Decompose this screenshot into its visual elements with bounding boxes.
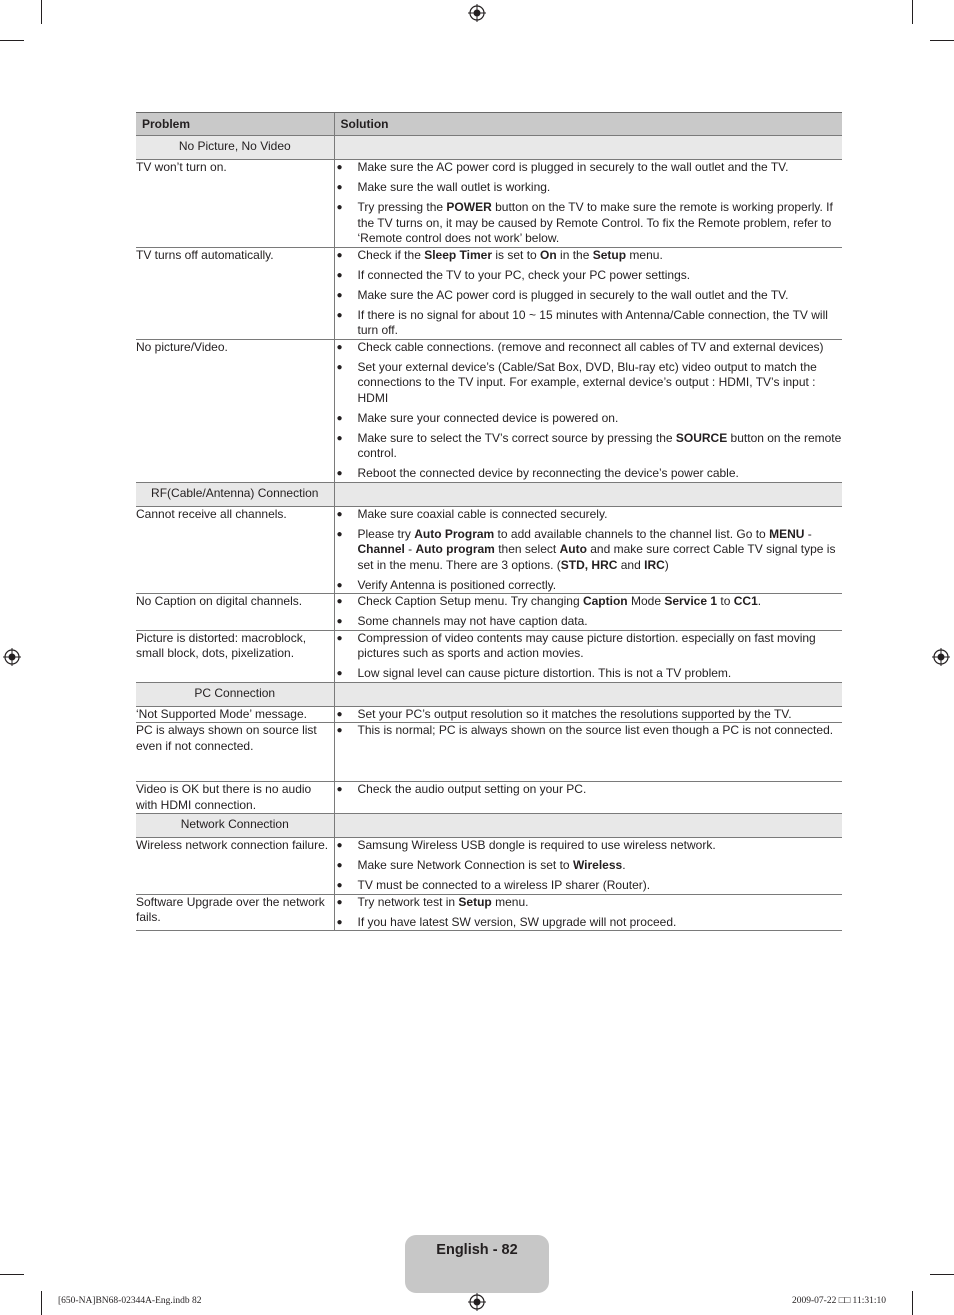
bullet-icon: ● [336, 202, 343, 213]
section-title: RF(Cable/Antenna) Connection [136, 482, 334, 506]
solution-item: ● Make sure coaxial cable is connected securely. [336, 506, 608, 521]
registration-mark-icon [468, 1293, 486, 1311]
solution-list [335, 631, 843, 682]
emphasis-text: Auto program [415, 542, 495, 556]
solution-item: ● Make sure the AC power cord is plugged in securely to the wall outlet and the TV. [336, 160, 789, 174]
problem-cell: No Caption on digital channels. [136, 594, 334, 631]
section-empty-cell [334, 482, 842, 506]
emphasis-text: STD, HRC [560, 557, 618, 572]
solution-cell [334, 782, 842, 814]
crop-mark [912, 0, 913, 24]
troubleshooting-table [136, 112, 842, 931]
problem-cell: TV won’t turn on. [136, 160, 334, 248]
solution-item: ● Check Caption Setup menu. Try changing Caption Mode Service 1 to CC1. [336, 594, 762, 608]
solution-list [335, 248, 843, 339]
bullet-icon: ● [336, 880, 343, 891]
solution-item: ● Make sure to select the TV’s correct source by pressing the SOURCE button on the remote control. [336, 430, 842, 460]
emphasis-text: Setup [458, 894, 492, 909]
problem-cell: PC is always shown on source list even if not connected. [136, 723, 334, 782]
solution-cell [334, 630, 842, 682]
emphasis-text: Setup [592, 247, 627, 262]
solution-item: ● Compression of video contents may cause picture distortion. especially on fast moving pictures such as sports and action movies. [336, 630, 816, 660]
problem-cell: Wireless network connection failure. [136, 838, 334, 895]
solution-cell [334, 706, 842, 723]
emphasis-text: CC1 [733, 594, 758, 608]
solution-cell [334, 339, 842, 482]
table-row [136, 594, 842, 631]
print-slug-left: [650-NA]BN68-02344A-Eng.indb 82 [58, 1296, 202, 1306]
bullet-icon: ● [336, 632, 343, 644]
crop-mark [930, 40, 954, 41]
table-row [136, 506, 842, 594]
bullet-icon: ● [336, 860, 343, 871]
section-row [136, 814, 842, 838]
table-row [136, 160, 842, 248]
emphasis-text: Channel [357, 542, 405, 556]
problem-cell: No picture/Video. [136, 339, 334, 482]
registration-mark-icon [468, 4, 486, 22]
bullet-icon: ● [336, 708, 343, 720]
page-number: English - 82 [436, 1242, 518, 1258]
bullet-icon: ● [336, 725, 343, 736]
solution-item: ● Low signal level can cause picture distortion. This is not a TV problem. [336, 666, 732, 680]
solution-item: ● Check the audio output setting on your PC. [336, 782, 587, 796]
crop-mark [0, 40, 24, 41]
solution-list [335, 707, 843, 723]
bullet-icon: ● [336, 784, 343, 795]
section-empty-cell [334, 682, 842, 706]
table-row [136, 838, 842, 895]
bullet-icon: ● [336, 269, 343, 281]
solution-item: ● Try pressing the POWER button on the TV to make sure the remote is working properly. If the TV turns on, it may be caused by Remote Control. To fix the Remote problem, refer to ‘Remote control does not work’ below. [336, 200, 833, 245]
solution-item: ● Set your external device’s (Cable/Sat Box, DVD, Blu-ray etc) video output to match the connections to the TV input. For example, external device’s output : HDMI, TV’s input : HDMI [336, 359, 817, 405]
solution-cell [334, 723, 842, 782]
header-problem: Problem [136, 113, 334, 136]
emphasis-text: Caption [582, 594, 628, 608]
bullet-icon: ● [336, 528, 343, 540]
emphasis-text: Auto [559, 542, 587, 556]
emphasis-text: IRC [644, 557, 665, 572]
registration-mark-icon [3, 648, 21, 666]
solution-list [335, 160, 843, 247]
bullet-icon: ● [336, 468, 343, 479]
solution-item: ● Try network test in Setup menu. [336, 894, 529, 909]
emphasis-text: On [540, 247, 557, 262]
solution-list [335, 838, 843, 894]
bullet-icon: ● [336, 432, 343, 444]
solution-list [335, 782, 843, 798]
bullet-icon: ● [336, 289, 343, 301]
solution-list [335, 895, 843, 931]
solution-list [335, 507, 843, 594]
solution-item: ● Check if the Sleep Timer is set to On in the Setup menu. [336, 247, 663, 262]
section-title: No Picture, No Video [136, 136, 334, 160]
bullet-icon: ● [336, 341, 343, 353]
solution-item: ● If you have latest SW version, SW upgrade will not proceed. [336, 914, 677, 929]
solution-item: ● Check cable connections. (remove and reconnect all cables of TV and external devices) [336, 339, 824, 354]
solution-item: ● Make sure the AC power cord is plugged in securely to the wall outlet and the TV. [336, 287, 789, 302]
table-row [136, 339, 842, 482]
bullet-icon: ● [336, 309, 343, 321]
solution-item: ● Make sure Network Connection is set to Wireless. [336, 858, 626, 872]
section-row [136, 482, 842, 506]
crop-mark [0, 1274, 24, 1275]
crop-mark [930, 1274, 954, 1275]
problem-cell: Cannot receive all channels. [136, 506, 334, 594]
solution-item: ● Reboot the connected device by reconnecting the device’s power cable. [336, 466, 739, 480]
bullet-icon: ● [336, 840, 343, 851]
solution-item: ● This is normal; PC is always shown on the source list even though a PC is not connected. [336, 723, 834, 737]
bullet-icon: ● [336, 182, 343, 193]
problem-cell: TV turns off automatically. [136, 247, 334, 339]
solution-list [335, 594, 843, 630]
problem-cell: Software Upgrade over the network fails. [136, 894, 334, 931]
bullet-icon: ● [336, 596, 343, 607]
bullet-icon: ● [336, 508, 343, 520]
solution-item: ● If connected the TV to your PC, check your PC power settings. [336, 267, 691, 282]
bullet-icon: ● [336, 579, 343, 591]
emphasis-text: POWER [446, 200, 492, 214]
section-row [136, 136, 842, 160]
emphasis-text: SOURCE [675, 430, 728, 445]
table-row [136, 782, 842, 814]
header-solution: Solution [334, 113, 842, 136]
solution-list [335, 723, 843, 739]
solution-cell [334, 247, 842, 339]
bullet-icon: ● [336, 668, 343, 679]
bullet-icon: ● [336, 616, 343, 627]
section-empty-cell [334, 136, 842, 160]
solution-item: ● Make sure the wall outlet is working. [336, 180, 551, 194]
emphasis-text: Wireless [572, 858, 623, 872]
section-title: PC Connection [136, 682, 334, 706]
bullet-icon: ● [336, 896, 343, 908]
crop-mark [912, 1291, 913, 1315]
solution-list [335, 340, 843, 482]
section-row [136, 682, 842, 706]
bullet-icon: ● [336, 249, 343, 261]
solution-item: ● Make sure your connected device is powered on. [336, 410, 619, 425]
bullet-icon: ● [336, 361, 343, 373]
solution-cell [334, 894, 842, 931]
problem-cell: ‘Not Supported Mode’ message. [136, 706, 334, 723]
solution-item: ● Set your PC’s output resolution so it matches the resolutions supported by the TV. [336, 706, 792, 721]
table-row [136, 247, 842, 339]
table-row [136, 706, 842, 723]
solution-cell [334, 838, 842, 895]
solution-item: ● Verify Antenna is positioned correctly. [336, 577, 557, 592]
registration-mark-icon [932, 648, 950, 666]
problem-cell: Video is OK but there is no audio with HDMI connection. [136, 782, 334, 814]
emphasis-text: Sleep Timer [424, 247, 493, 262]
crop-mark [41, 1291, 42, 1315]
table-body [136, 136, 842, 931]
table-row [136, 894, 842, 931]
problem-cell: Picture is distorted: macroblock, small block, dots, pixelization. [136, 630, 334, 682]
solution-item: ● Some channels may not have caption data. [336, 614, 588, 628]
solution-item: ● If there is no signal for about 10 ~ 15 minutes with Antenna/Cable connection, the TV will turn off. [336, 307, 828, 337]
emphasis-text: MENU [769, 526, 805, 541]
solution-cell [334, 160, 842, 248]
bullet-icon: ● [336, 162, 343, 173]
solution-item: ● TV must be connected to a wireless IP sharer (Router). [336, 878, 651, 892]
solution-cell [334, 594, 842, 631]
emphasis-text: Auto Program [414, 526, 495, 541]
print-slug-right: 2009-07-22 □□ 11:31:10 [792, 1296, 886, 1306]
bullet-icon: ● [336, 412, 343, 424]
solution-cell [334, 506, 842, 594]
emphasis-text: Service 1 [664, 594, 718, 608]
bullet-icon: ● [336, 916, 343, 928]
table-header-row [136, 113, 842, 136]
table-row [136, 630, 842, 682]
section-title: Network Connection [136, 814, 334, 838]
section-empty-cell [334, 814, 842, 838]
table-row [136, 723, 842, 782]
solution-item: ● Please try Auto Program to add available channels to the channel list. Go to MENU - Channel - Auto program then select Auto and make sure correct Cable TV signal type is set in the menu. There are 3 options. (STD, HRC and IRC) [336, 526, 836, 572]
crop-mark [41, 0, 42, 24]
solution-item: ● Samsung Wireless USB dongle is required to use wireless network. [336, 838, 716, 852]
